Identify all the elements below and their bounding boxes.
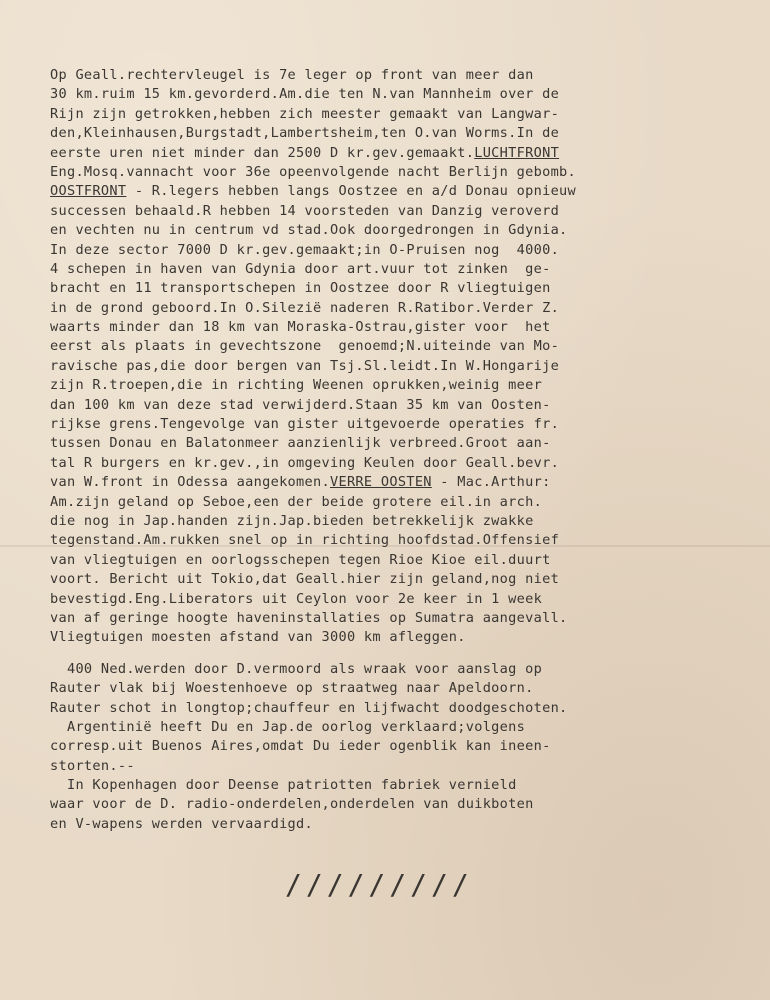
end-marks: ///////// bbox=[285, 868, 473, 901]
text-line: dan 100 km van deze stad verwijderd.Staan 35 km van Oosten- bbox=[50, 396, 551, 413]
text-line: die nog in Jap.handen zijn.Jap.bieden betrekkelijk zwakke bbox=[50, 512, 534, 529]
paragraph-home-news bbox=[50, 660, 755, 835]
text-line: Op Geall.rechtervleugel is 7e leger op front van meer dan bbox=[50, 67, 534, 83]
text-line: rijkse grens.Tengevolge van gister uitgevoerde operaties fr. bbox=[50, 416, 560, 433]
text-line: In deze sector 7000 D kr.gev.gemaakt;in O-Pruisen nog 4000. bbox=[50, 241, 560, 258]
text-line: Rijn zijn getrokken,hebben zich meester gemaakt van Langwar- bbox=[50, 105, 560, 122]
text-line: OOSTFRONT - R.legers hebben langs Oostzee en a/d Donau opnieuw bbox=[50, 183, 577, 200]
text-line: tegenstand.Am.rukken snel op in richting hoofdstad.Offensief bbox=[50, 532, 560, 549]
text-line: Eng.Mosq.vannacht voor 36e opeenvolgende nacht Berlijn gebomb. bbox=[50, 163, 577, 180]
text-line: waarts minder dan 18 km van Moraska-Ostrau,gister voor het bbox=[50, 319, 551, 336]
text-line: en vechten nu in centrum vd stad.Ook doorgedrongen in Gdynia. bbox=[50, 222, 568, 239]
text-line: eerst als plaats in gevechtszone genoemd;N.uiteinde van Mo- bbox=[50, 338, 560, 355]
text-line: van vliegtuigen en oorlogsschepen tegen Rioe Kioe eil.duurt bbox=[50, 551, 551, 568]
text-line: eerste uren niet minder dan 2500 D kr.gev.gemaakt.LUCHTFRONT bbox=[50, 144, 560, 161]
paragraph-gap bbox=[50, 648, 755, 660]
text-line: 30 km.ruim 15 km.gevorderd.Am.die ten N.van Mannheim over de bbox=[50, 86, 560, 103]
text-line: van af geringe hoogte haveninstallaties op Sumatra aangevall. bbox=[50, 609, 568, 626]
text-line: Rauter schot in longtop;chauffeur en lijfwacht doodgeschoten. bbox=[50, 699, 568, 716]
text-line: Rauter vlak bij Woestenhoeve op straatweg naar Apeldoorn. bbox=[50, 680, 534, 697]
text-line: voort. Bericht uit Tokio,dat Geall.hier zijn geland,nog niet bbox=[50, 571, 560, 588]
text-line: Vliegtuigen moesten afstand van 3000 km afleggen. bbox=[50, 629, 466, 646]
text-line: 4 schepen in haven van Gdynia door art.vuur tot zinken ge- bbox=[50, 260, 551, 277]
heading-oostfront: OOSTFRONT bbox=[50, 183, 127, 200]
text-line: Am.zijn geland op Seboe,een der beide grotere eil.in arch. bbox=[50, 493, 543, 510]
heading-luchtfront: LUCHTFRONT bbox=[474, 144, 560, 161]
text-line: tal R burgers en kr.gev.,in omgeving Keulen door Geall.bevr. bbox=[50, 454, 560, 471]
text-line: zijn R.troepen,die in richting Weenen oprukken,weinig meer bbox=[50, 377, 543, 394]
macarthur-label: - Mac.Arthur: bbox=[440, 474, 551, 491]
paragraph-front-news bbox=[50, 66, 755, 648]
text-line: van W.front in Odessa aangekomen.VERRE OOSTEN - Mac.Arthur: bbox=[50, 474, 551, 491]
text-line: en V-wapens werden vervaardigd. bbox=[50, 815, 314, 832]
text-line: bracht en 11 transportschepen in Oostzee door R vliegtuigen bbox=[50, 280, 551, 297]
text-line: storten.-- bbox=[50, 757, 135, 774]
text-line: in de grond geboord.In O.Silezië naderen R.Ratibor.Verder Z. bbox=[50, 299, 560, 316]
text-line: tussen Donau en Balatonmeer aanzienlijk verbreed.Groot aan- bbox=[50, 435, 551, 452]
text-line: waar voor de D. radio-onderdelen,onderdelen van duikboten bbox=[50, 796, 534, 813]
text-line: den,Kleinhausen,Burgstadt,Lambertsheim,ten O.van Worms.In de bbox=[50, 125, 560, 142]
text-line: 400 Ned.werden door D.vermoord als wraak voor aanslag op bbox=[66, 660, 543, 677]
text-line: ravische pas,die door bergen van Tsj.Sl.leidt.In W.Hongarije bbox=[50, 357, 560, 374]
text-line: corresp.uit Buenos Aires,omdat Du ieder ogenblik kan ineen- bbox=[50, 738, 551, 755]
typewritten-report bbox=[50, 66, 755, 834]
text-line: successen behaald.R hebben 14 voorsteden van Danzig veroverd bbox=[50, 202, 560, 219]
heading-verre-oosten: VERRE OOSTEN bbox=[329, 474, 432, 491]
text-line: In Kopenhagen door Deense patriotten fabriek vernield bbox=[66, 777, 517, 794]
text-line: bevestigd.Eng.Liberators uit Ceylon voor 2e keer in 1 week bbox=[50, 590, 543, 607]
text-line: Argentinië heeft Du en Jap.de oorlog verklaard;volgens bbox=[66, 718, 526, 735]
